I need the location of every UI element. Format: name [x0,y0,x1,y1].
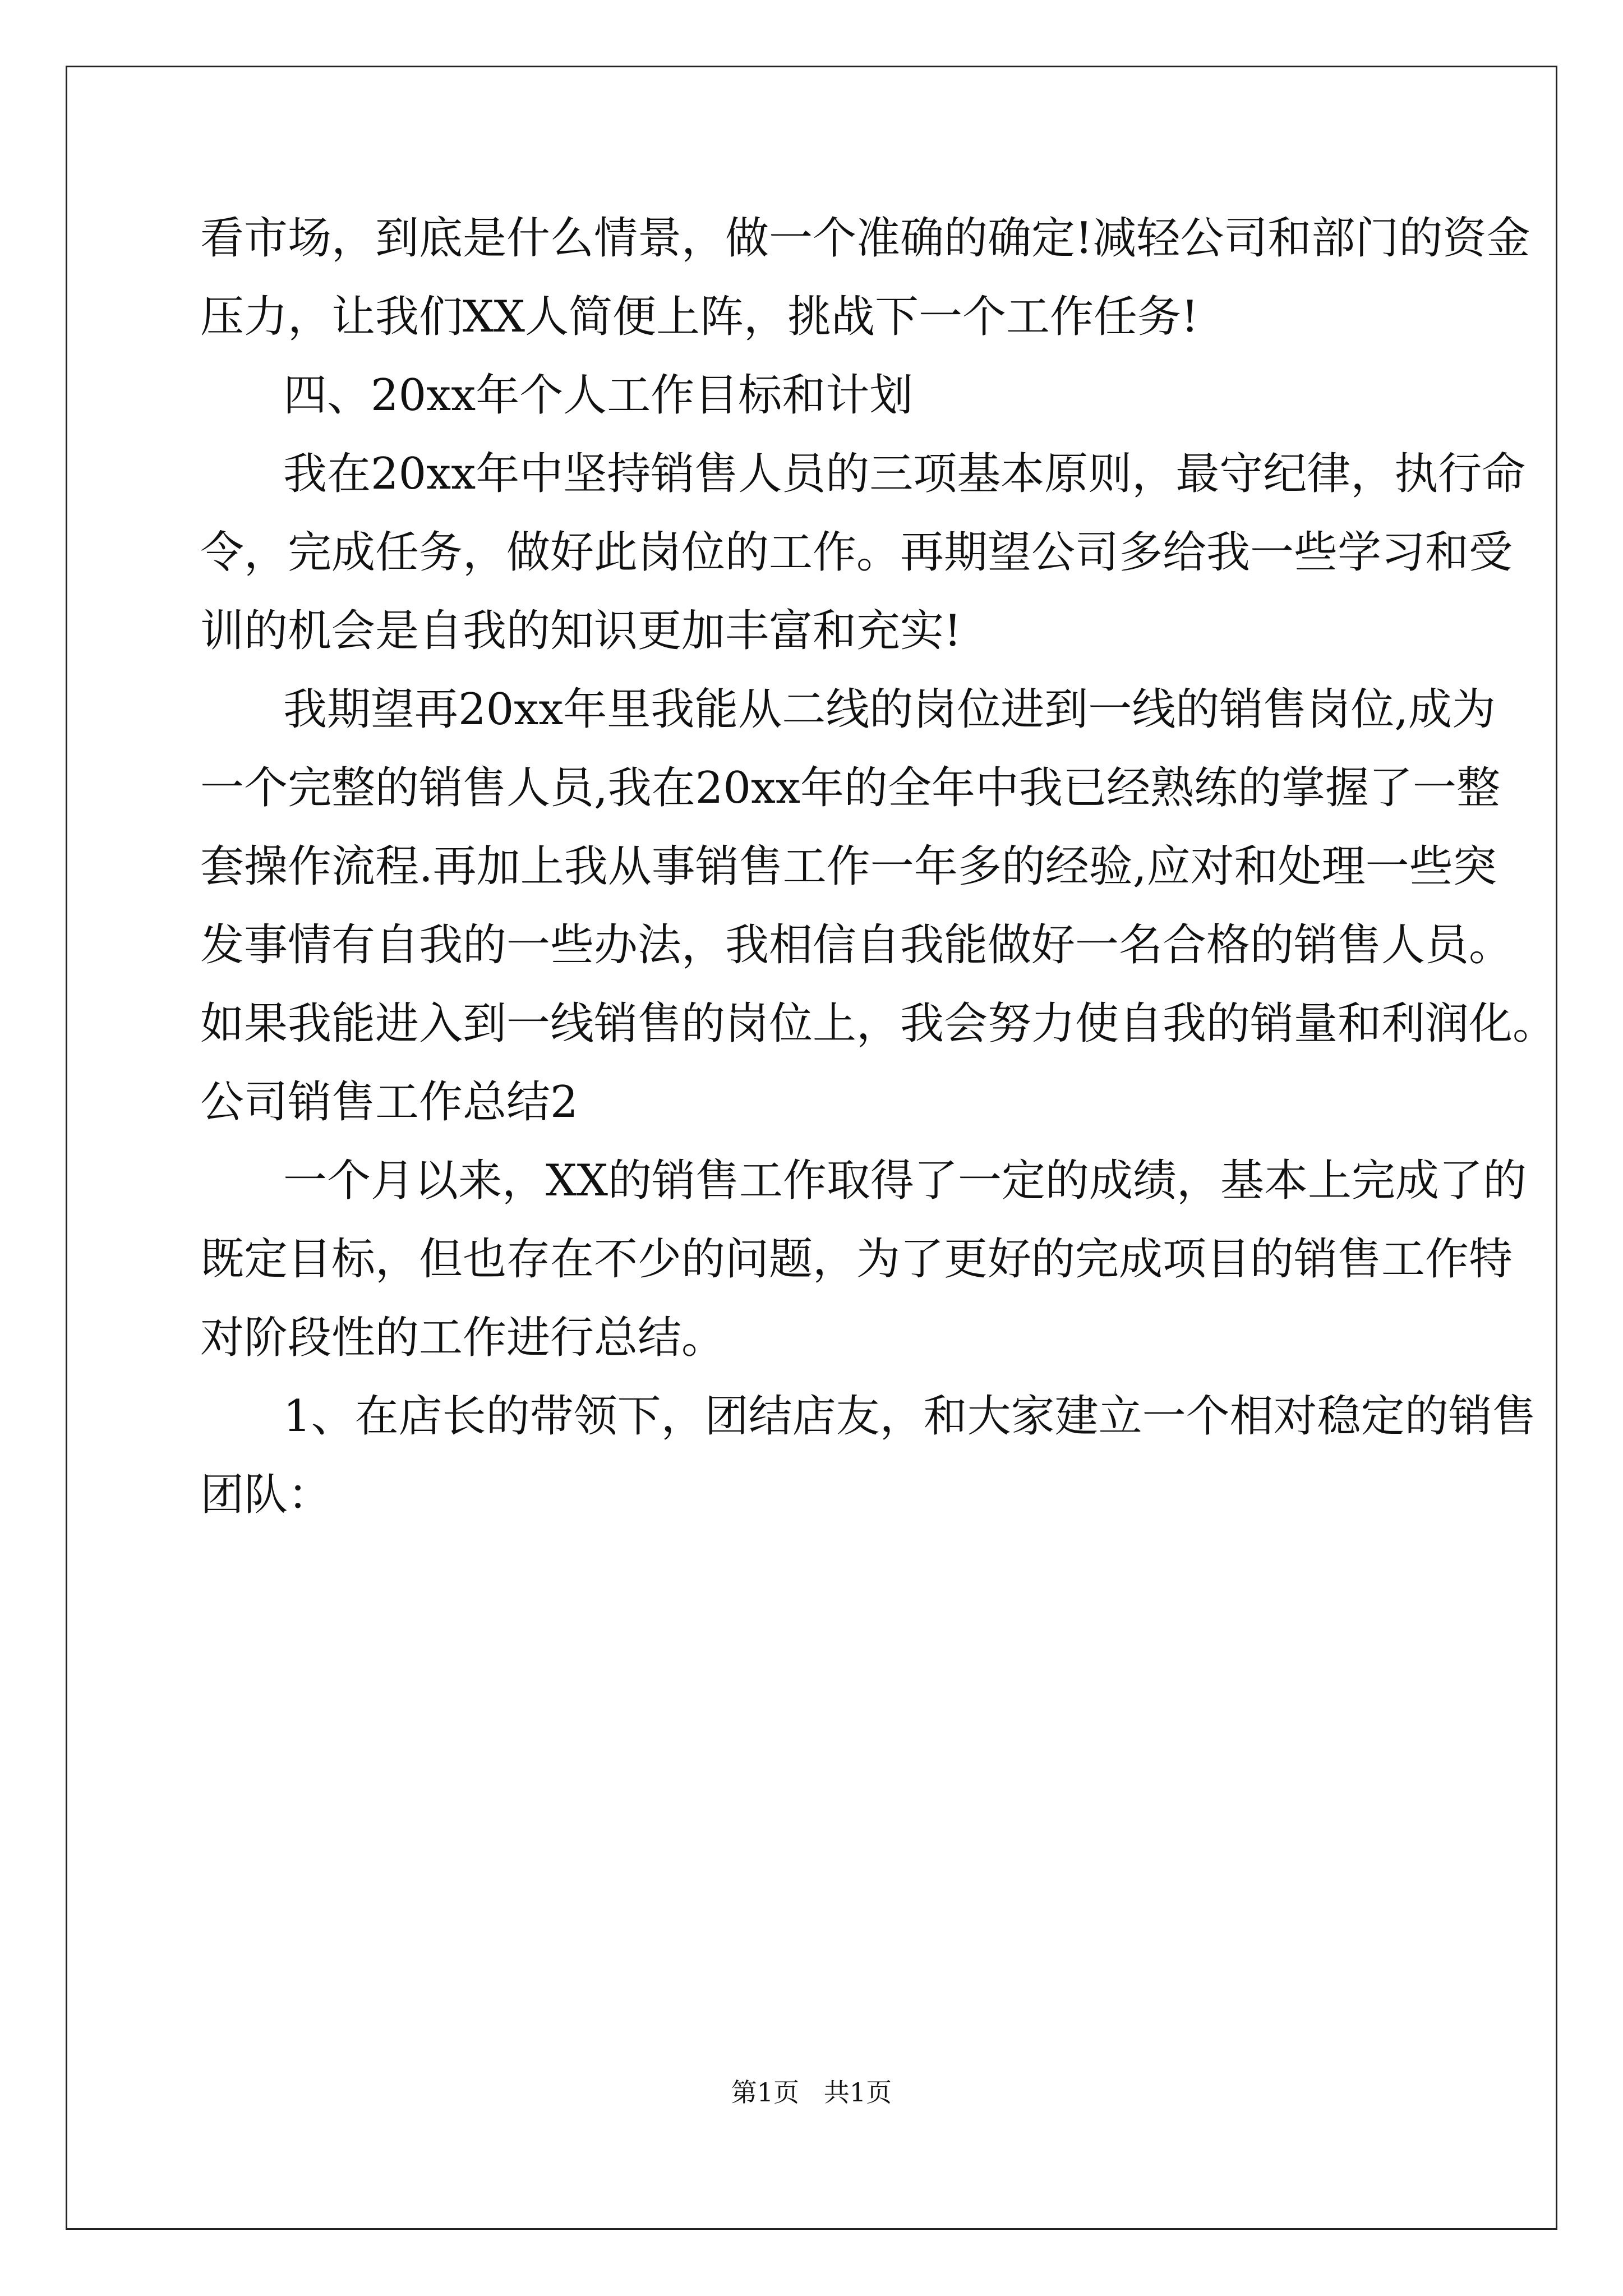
list-item: 1、在店长的带领下，团结店友，和大家建立一个相对稳定的销售 [283,1391,1536,1442]
paragraph-line: 如果我能进入到一线销售的岗位上，我会努力使自我的销量和利润化。 [200,999,1557,1049]
paragraph-line: 压力，让我们XX人简便上阵，挑战下一个工作任务! [200,292,1199,342]
list-item: 团队： [200,1470,332,1520]
page-number-footer: 第1页 共1页 [731,2077,892,2108]
paragraph-line: 看市场，到底是什么情景，做一个准确的确定!减轻公司和部门的资金 [200,213,1530,264]
paragraph-line: 对阶段性的工作进行总结。 [200,1313,726,1363]
paragraph-line: 训的机会是自我的知识更加丰富和充实! [200,606,962,656]
document-title: 公司销售工作总结2 [200,1077,578,1128]
paragraph-line: 我期望再20xx年里我能从二线的岗位进到一线的销售岗位,成为 [283,684,1496,735]
paragraph-line: 既定目标，但也存在不少的问题，为了更好的完成项目的销售工作特 [200,1234,1513,1285]
paragraph-line: 令，完成任务，做好此岗位的工作。再期望公司多给我一些学习和受 [200,527,1513,578]
paragraph-line: 一个月以来，XX的销售工作取得了一定的成绩，基本上完成了的 [283,1156,1527,1206]
paragraph-line: 我在20xx年中坚持销售人员的三项基本原则，最守纪律，执行命 [283,449,1526,499]
section-heading: 四、20xx年个人工作目标和计划 [283,370,914,421]
document-body [200,199,1557,1534]
paragraph-line: 发事情有自我的一些办法，我相信自我能做好一名合格的销售人员。 [200,920,1513,970]
paragraph-line: 套操作流程.再加上我从事销售工作一年多的经验,应对和处理一些突 [200,841,1497,892]
paragraph-line: 一个完整的销售人员,我在20xx年的全年中我已经熟练的掌握了一整 [200,763,1501,813]
